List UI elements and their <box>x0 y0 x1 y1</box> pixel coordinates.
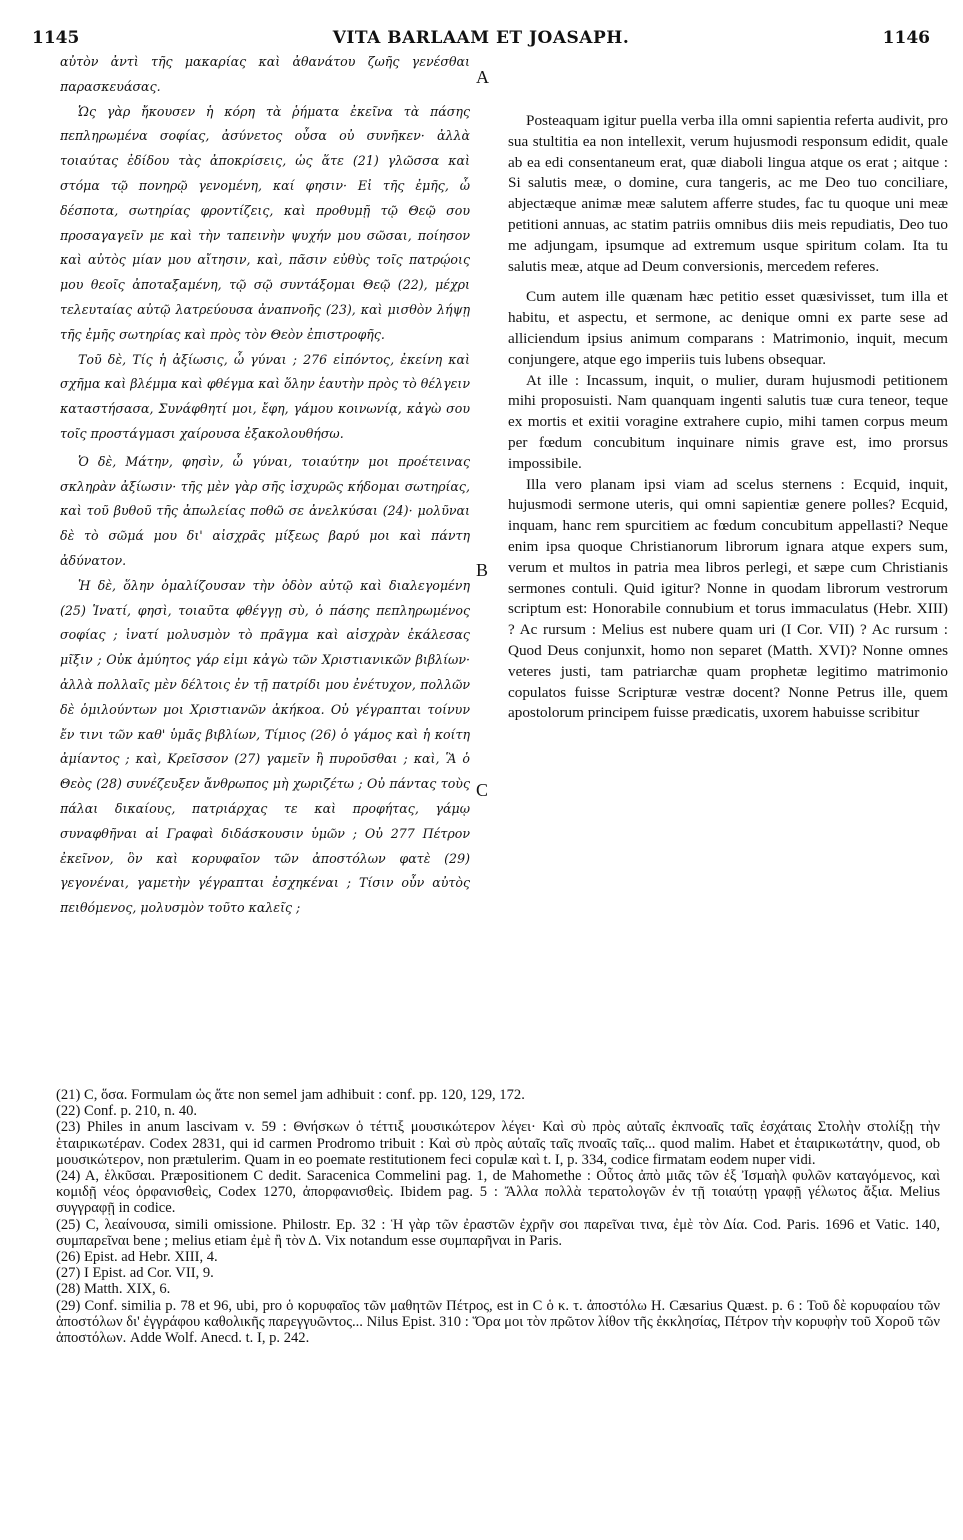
greek-paragraph: Ὡς γὰρ ἤκουσεν ἡ κόρη τὰ ῥήματα ἐκεῖνα τὰ πάσης πεπληρωμένα σοφίας, ἀσύνετος οὖσα οὐ συνῆκεν· ἀλλὰ τοιαύτας ἐδίδου τὰς ἀποκρίσεις, ὡς ἅτε (21) γλῶσσα καὶ στόμα τῷ πονηρῷ γενομένη, καί φησιν· Εἰ τῆς ἐμῆς, ὦ δέσποτα, σωτηρίας φροντίζεις, καὶ προθυμῇ τῷ Θεῷ σου προσαγαγεῖν με καὶ τὴν ταπεινὴν ψυχήν μου σῶσαι, ποίησον καὶ αὐτὸς μίαν μου αἴτησιν, καὶ, πᾶσιν εὐθὺς τοῖς πατρῴοις μου θεοῖς ἀποταξαμένη, τῷ σῷ συντάξομαι Θεῷ (22), μέχρι τελευταίας αὐτῷ λατρεύουσα ἀναπνοῆς (23), καὶ μισθὸν λήψῃ τῆς ἐμῆς σωτηρίας καὶ πρὸς τὸν Θεὸν ἐπιστροφῆς. <box>60 103 470 342</box>
footnote: (27) I Epist. ad Cor. VII, 9. <box>56 1265 214 1282</box>
footnote: (23) Philes in anum lascivam v. 59 : Θνήσκων ὁ τέττιξ μουσικώτερον λέγει· Καὶ σὺ πρὸς αὐταῖς ἐκπνοαῖς ταῖς ἐσχάταις Στολὴν στολίξῃ τὴν ἑταιρικωτέραν. Codex 2831, qui id carmen Prodromo tribuit : Καὶ σὺ πρὸς αὐταῖς ταῖς πνοαῖς ταῖς... quod malim. Habet et ἑταιρικωτάτην, quod, ob μουσικώτερον, non prætulerim. Quam in eo poemate restitutionem feci copulæ καὶ t. I, p. 334, codice firmatam eodem nuper vidi. <box>56 1119 940 1168</box>
footnote: (28) Matth. XIX, 6. <box>56 1281 171 1298</box>
greek-paragraph: Ὁ δὲ, Μάτην, φησὶν, ὦ γύναι, τοιαύτην μοι προέτεινας σκληρὰν ἀξίωσιν· τῆς μὲν γὰρ σῆς ἰσχυρῶς κήδομαι σωτηρίας, καὶ τοῦ βυθοῦ τῆς ἀπωλείας ποθῶ σε ἀνελκύσαι (24)· μολῦναι δὲ τὸ σῶμά μου δι' αἰσχρᾶς μίξεως βαρύ μοι καὶ πάντη ἀδύνατον. <box>60 453 470 568</box>
running-title: VITA BARLAAM ET JOASAPH. <box>332 28 630 48</box>
latin-paragraph: Cum autem ille quænam hæc petitio esset quæsivisset, tum illa et habitu, et aspectu, et sermone, ac denique omni ex parte sese ad alliciendum ipsius animum comparans : Matrimonio, inquit, mecum conjungere, atque ego imperiis tuis lubens obsequar. <box>508 288 948 368</box>
latin-column <box>508 111 948 1141</box>
margin-marker-b: B <box>476 560 489 580</box>
latin-paragraph: Posteaquam igitur puella verba illa omni sapientia referta audivit, pro sua stultitia ea non intellexit, verum hujusmodi responsum edidit, quale ab ea edi consentaneum erat, quæ diaboli lingua atque os erat ; aitque : Si salutis meæ, o domine, cura tangeris, ac me Deo tuo conciliare, abjectæque animæ meæ salutem afferre studes, fac tu quoque uni meæ petitioni annuas, ac statim patriis omnibus diis meis repudiatis, Deo tuo me adjungam, ipsumque ad extremum usque spiritum colam. Ita tu salutis meæ, atque ad Deum conversionis, mercedem referes. <box>508 112 948 275</box>
latin-paragraph: Illa vero planam ipsi viam ad scelus sternens : Ecquid, inquit, hujusmodi sermone uteris, qui omni sapientiæ genere polles? Ecquid, inquam, hanc rem spurcitiem ac fœdum concubitum appellasti? Neque enim ipsa quoque Christianorum librorum ignara atque expers sum, verum et multos in patria mea libros perlegi, et sæpe cum Christianis sermones contuli. Quid igitur? Nonne in quodam librorum vestrorum scriptum est: Honorabile connubium et torus immaculatus (Hebr. XIII) ? Ac rursum : Melius est nubere quam uri (I Cor. VII) ? Ac rursum : Quod Deus conjunxit, homo non separet (Matth. XVI)? Nonne omnes veteres justi, tam patriarchæ quam prophetæ legitimo matrimonio copulatos fuisse Scripturæ vestræ docent? Nonne Petrus ille, quem apostolorum principem fuisse prædicatis, uxorem habuisse scribitur <box>508 475 948 722</box>
greek-paragraph: αὐτὸν ἀντὶ τῆς μακαρίας καὶ ἀθανάτου ζωῆς γενέσθαι παρασκευάσας. <box>60 54 470 94</box>
greek-paragraph: Ἡ δὲ, ὅλην ὁμαλίζουσαν τὴν ὁδὸν αὐτῷ καὶ διαλεγομένη (25) Ἱνατί, φησὶ, τοιαῦτα φθέγγῃ σὺ, ὁ πάσης πεπληρωμένος σοφίας ; ἱνατί μολυσμὸν τὸ πρᾶγμα καὶ αἰσχρὰν ἐκάλεσας μῖξιν ; Οὐκ ἀμύητος γάρ εἰμι κἀγὼ τῶν Χριστιανικῶν βιβλίων· ἀλλὰ πολλαῖς μὲν δέλτοις ἐν τῇ πατρίδι μου ἐνέτυχον, πολλῶν δὲ ὁμιλούντων μοι Χριστιανῶν ἀκήκοα. Οὐ γέγραπται τοίνυν ἔν τινι τῶν καθ' ὑμᾶς βιβλίων, Τίμιος (26) ὁ γάμος καὶ ἡ κοίτη ἀμίαντος ; καὶ, Κρεῖσσον (27) γαμεῖν ἢ πυροῦσθαι ; καὶ, Ἃ ὁ Θεὸς (28) συνέζευξεν ἄνθρωπος μὴ χωριζέτω ; Οὐ πάντας τοὺς πάλαι δικαίους, πατριάρχας τε καὶ προφήτας, γάμῳ συναφθῆναι αἱ Γραφαὶ διδάσκουσιν ὑμῶν ; Οὐ 277 Πέτρον ἐκεῖνον, ὃν καὶ κορυφαῖον τῶν ἀποστόλων φατὲ (29) γεγονέναι, γαμετὴν γέγραπται ἐσχηκέναι ; Τίσιν οὖν αὐτὸς πειθόμενος, μολυσμὸν τοῦτο καλεῖς ; <box>60 577 470 916</box>
footnote: (21) C, ὅσα. Formulam ὡς ἅτε non semel jam adhibuit : conf. pp. 120, 129, 172. <box>56 1087 525 1103</box>
footnote: (29) Conf. similia p. 78 et 96, ubi, pro ὁ κορυφαῖος τῶν μαθητῶν Πέτρος, est in C ὁ κ. τ. ἀποστόλω H. Cæsarius Quæst. p. 6 : Τοῦ δὲ κορυφαίου τῶν ἀποστόλων δι' ἐγγράφου καθολικῆς παρεγγυῶντος... Nilus Epist. 310 : Ὅρα μοι τὸν πρῶτον λίθον τῆς ἐκκλησίας, Πέτρον τὴν κορυφὴν τοῦ Χοροῦ τῶν ἀποστόλων. Adde Wolf. Anecd. t. I, p. 242. <box>56 1297 940 1347</box>
latin-paragraph: At ille : Incassum, inquit, o mulier, duram hujusmodi petitionem mihi proposuisti. Nam quanquam ingenti salutis tuæ cura teneor, teque ex mortis et exitii voragine extrahere cupio, mihi tamen corpus meum per fœdum concubitum inquinare nimis grave est, imo prorsus impossibile. <box>508 371 948 472</box>
margin-marker-a: A <box>476 67 489 87</box>
footnotes <box>56 1087 940 1507</box>
footnote: (22) Conf. p. 210, n. 40. <box>56 1103 198 1120</box>
footnote: (25) C, λεαίνουσα, simili omissione. Philostr. Ep. 32 : Ἡ γὰρ τῶν ἐραστῶν ἐχρῆν σοι παρεῖναι τινα, ἐμὲ τὸν Δία. Cod. Paris. 1696 et Vatic. 140, συμπαρεῖναι bene ; melius etiam ἐμὲ ἢ τὸν Δ. Vix notandum esse συμπαρῆναι in Paris. <box>56 1216 940 1249</box>
footnote: (24) A, ἑλκῦσαι. Præpositionem C dedit. Saracenica Commelini pag. 1, de Mahomethe : Οὗτος ἀπὸ μιᾶς τῶν ἐξ Ἰσμαὴλ φυλῶν καταγόμενος, καὶ κομιδῇ νέος ὀρφανισθεὶς, Codex 1270, ἀπορφανισθεὶς. Ibidem pag. 5 : Ἄλλα πολλὰ τερατολογῶν ἐν τῇ τοιαύτῃ γραφῇ γέλωτος ἄξια. Melius συγγραφῇ in codice. <box>56 1168 940 1217</box>
greek-paragraph: Τοῦ δὲ, Τίς ἡ ἀξίωσις, ὦ γύναι ; 276 εἰπόντος, ἐκείνη καὶ σχῆμα καὶ βλέμμα καὶ φθέγμα καὶ ὅλην ἑαυτὴν πρὸς τὸ θέλγειν καταστήσασα, Συνάφθητί μοι, ἔφη, γάμου κοινωνίᾳ, κἀγὼ σου τοῖς προστάγμασι χαίρουσα ἐξακολουθήσω. <box>60 351 470 441</box>
page-number-right: 1146 <box>882 28 930 48</box>
page-number-left: 1145 <box>32 28 80 48</box>
footnote: (26) Epist. ad Hebr. XIII, 4. <box>56 1249 218 1266</box>
margin-marker-c: C <box>476 780 489 800</box>
greek-column <box>60 50 470 1080</box>
